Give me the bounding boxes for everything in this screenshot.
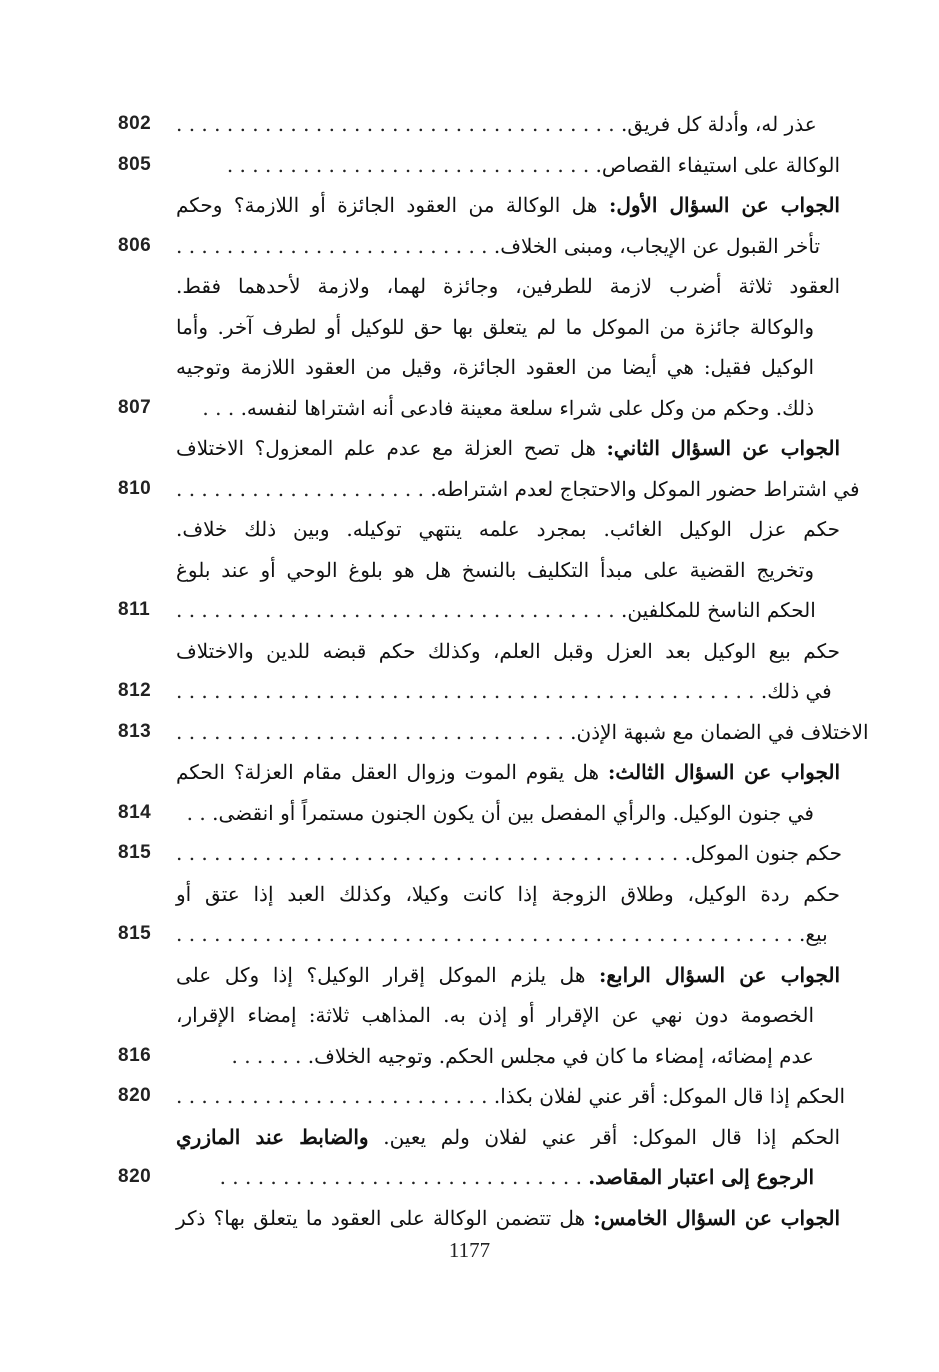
entry-title: عذر له، وأدلة كل فريق.: [621, 112, 817, 137]
page-number: 807: [118, 396, 152, 418]
entry-title: حكم بيع الوكيل بعد العزل وقبل العلم، وكذلك حكم قبضه للدين والاختلاف: [176, 638, 840, 663]
toc-entry: [118, 307, 840, 348]
entry-text: [176, 1198, 840, 1238]
entry-title: هل تتضمن الوكالة على العقود ما يتعلق بها؟ ذكر: [176, 1205, 594, 1230]
entry-title: هل تصح العزلة مع عدم علم المعزول؟ الاختلاف: [176, 436, 607, 461]
toc-entry: [118, 995, 840, 1036]
entry-title: هل الوكالة من العقود الجائزة أو اللازمة؟ وحكم: [176, 193, 609, 218]
entry-title: حكم ردة الوكيل، وطلاق الزوجة إذا كانت وكيلا، وكذلك العبد إذا عتق أو: [176, 881, 840, 906]
toc-entry: [118, 185, 840, 226]
entry-title: الاختلاف في الضمان مع شبهة الإذن.: [570, 719, 869, 744]
section-heading: الجواب عن السؤال الخامس:: [593, 1205, 841, 1230]
entry-text: [176, 914, 854, 954]
dot-leaders: . . . . . . . . . . . . . . . . . . . .: [176, 476, 424, 501]
entry-text: [176, 1117, 840, 1157]
dot-leaders: . . . . . . . . . . . . . . . . . . . . . . . . . . . . . . .: [176, 719, 564, 744]
toc-entry: [118, 874, 840, 915]
toc-entry: [118, 712, 869, 753]
toc-entry: [118, 752, 840, 793]
entry-title: وتخريج القضية على مبدأ التكليف بالنسخ هل هو بلوغ الوحي أو عند بلوغ: [176, 557, 814, 582]
page-number: 811: [118, 599, 151, 621]
entry-title: ذلك. وحكم من وكل على شراء سلعة معينة فادعى أنه اشتراها لنفسه.: [240, 395, 814, 420]
dot-leaders: . . . . . .: [231, 1043, 302, 1068]
toc-entry: [118, 590, 840, 631]
entry-title: تأخر القبول عن الإيجاب، ومبنى الخلاف.: [493, 233, 821, 258]
section-heading: الجواب عن السؤال الرابع:: [599, 962, 841, 987]
entry-title: الحكم الناسخ للمكلفين.: [621, 598, 816, 623]
section-heading: الجواب عن السؤال الثاني:: [606, 436, 841, 461]
toc-entry: [118, 388, 840, 429]
table-of-contents: [118, 104, 869, 1238]
entry-title: الوكالة على استيفاء القصاص.: [595, 152, 840, 177]
entry-title: الحكم إذا قال الموكل: أقر عني لفلان ولم يعين.: [368, 1124, 841, 1149]
entry-text: [176, 145, 840, 185]
entry-text: [176, 509, 840, 549]
dot-leaders: . . . . . . . . . . . . . . . . . . . . . . . . . . . . .: [219, 1165, 582, 1190]
entry-title: والوكالة جائزة من الموكل ما لم يتعلق بها حق للوكيل أو لطرف آخر. وأما: [176, 314, 814, 339]
dot-leaders: . . . . . . . . . . . . . . . . . . . . . . . . . . . . . . . . . . . . . . . . . . . . . .: [176, 679, 755, 704]
toc-entry: [118, 1157, 840, 1198]
dot-leaders: . .: [186, 800, 206, 825]
entry-title: هل يقوم الموت وزوال العقل مقام العزلة؟ الحكم: [176, 760, 608, 785]
page-number: 805: [118, 153, 152, 175]
page-number: 820: [118, 1166, 152, 1188]
page-number: 816: [118, 1044, 152, 1066]
page-number: 814: [118, 801, 152, 823]
page-folio-number: 1177: [448, 1238, 491, 1262]
page-number: 815: [118, 842, 152, 864]
toc-entry: [118, 631, 840, 672]
toc-entry: [118, 793, 840, 834]
entry-text: [176, 671, 858, 711]
dot-leaders: . . . . . . . . . . . . . . . . . . . . . . . . .: [176, 1084, 488, 1109]
entry-text: [176, 631, 840, 671]
dot-leaders: . . . . . . . . . . . . . . . . . . . . . . . . .: [176, 233, 488, 258]
entry-title: الوكيل فقيل: هي أيضا من العقود الجائزة، وقيل من العقود اللازمة وتوجيه: [176, 355, 814, 380]
entry-text: [176, 469, 886, 509]
dot-leaders: . . . . . . . . . . . . . . . . . . . . . . . . . . . . . . . . . . . . . . . . . . . . . . . . .: [176, 922, 793, 947]
page-number: 812: [118, 680, 152, 702]
entry-text: [176, 995, 840, 1035]
entry-title: بيع.: [799, 922, 828, 947]
toc-entry: [118, 347, 840, 388]
toc-entry: [118, 469, 860, 510]
section-heading: الرجوع إلى اعتبار المقاصد.: [588, 1165, 814, 1190]
entry-title: حكم جنون الموكل.: [684, 841, 843, 866]
entry-text: [176, 955, 840, 995]
entry-title: حكم عزل الوكيل الغائب. بمجرد علمه ينتهي توكيله. وبين ذلك خلاف.: [176, 517, 840, 542]
toc-entry: [118, 1198, 840, 1239]
entry-text: [176, 550, 840, 590]
entry-text: [176, 226, 846, 266]
entry-title: هل يلزم الموكل إقرار الوكيل؟ إذا وكل على: [176, 962, 600, 987]
entry-text: [176, 1076, 845, 1116]
section-heading: الجواب عن السؤال الأول:: [608, 193, 840, 218]
toc-entry: [118, 671, 840, 712]
entry-text: [176, 833, 842, 873]
entry-text: [176, 793, 840, 833]
entry-title: في ذلك.: [760, 679, 832, 704]
page-number: 806: [118, 234, 152, 256]
toc-entry: [118, 104, 840, 145]
toc-entry: [118, 226, 840, 267]
entry-text: [176, 104, 843, 144]
section-heading: والضابط عند المازري: [176, 1124, 369, 1149]
entry-title: العقود ثلاثة أضرب لازمة للطرفين، وجائزة لهما، ولازمة لأحدهما فقط.: [176, 274, 840, 299]
entry-title: الحكم إذا قال الموكل: أقر عني لفلان بكذا.: [493, 1084, 846, 1109]
page-number: 810: [118, 477, 152, 499]
dot-leaders: . . . . . . . . . . . . . . . . . . . . . . . . . . . . . . . . . . .: [176, 598, 615, 623]
dot-leaders: . . . . . . . . . . . . . . . . . . . . . . . . . . . . .: [226, 152, 590, 177]
toc-entry: [118, 266, 840, 307]
toc-entry: [118, 509, 840, 550]
toc-entry: [118, 833, 843, 874]
page-number: 813: [118, 720, 152, 742]
entry-text: [176, 590, 842, 630]
entry-title: في اشتراط حضور الموكل والاحتجاج لعدم اشتراطه.: [430, 476, 860, 501]
toc-entry: [118, 1036, 840, 1077]
entry-text: [176, 307, 840, 347]
page-number: 820: [118, 1085, 152, 1107]
toc-entry: [118, 550, 840, 591]
page-number: 802: [118, 113, 152, 135]
entry-text: [176, 874, 840, 914]
dot-leaders: . . . . . . . . . . . . . . . . . . . . . . . . . . . . . . . . . . . . . . . .: [176, 841, 679, 866]
entry-title: عدم إمضائه، إمضاء ما كان في مجلس الحكم. وتوجيه الخلاف.: [307, 1043, 814, 1068]
entry-text: [176, 347, 840, 387]
entry-text: [176, 712, 869, 752]
toc-entry: [118, 1117, 840, 1158]
entry-text: [176, 428, 840, 468]
entry-title: الخصومة دون نهي عن الإقرار أو إذن به. المذاهب ثلاثة: إمضاء الإقرار،: [176, 1003, 814, 1028]
entry-text: [176, 1157, 840, 1197]
toc-entry: [118, 914, 840, 955]
entry-text: [176, 185, 840, 225]
toc-entry: [118, 955, 840, 996]
entry-text: [176, 1036, 840, 1076]
section-heading: الجواب عن السؤال الثالث:: [607, 760, 841, 785]
entry-text: [176, 752, 840, 792]
dot-leaders: . . . . . . . . . . . . . . . . . . . . . . . . . . . . . . . . . . .: [176, 112, 615, 137]
entry-text: [176, 388, 840, 428]
toc-entry: [118, 428, 840, 469]
entry-text: [176, 266, 840, 306]
toc-entry: [118, 1076, 846, 1117]
toc-entry: [118, 145, 840, 186]
page-number: 815: [118, 923, 152, 945]
entry-title: في جنون الوكيل. والرأي المفصل بين أن يكون الجنون مستمراً أو انقضى.: [212, 800, 814, 825]
dot-leaders: . . .: [202, 395, 235, 420]
